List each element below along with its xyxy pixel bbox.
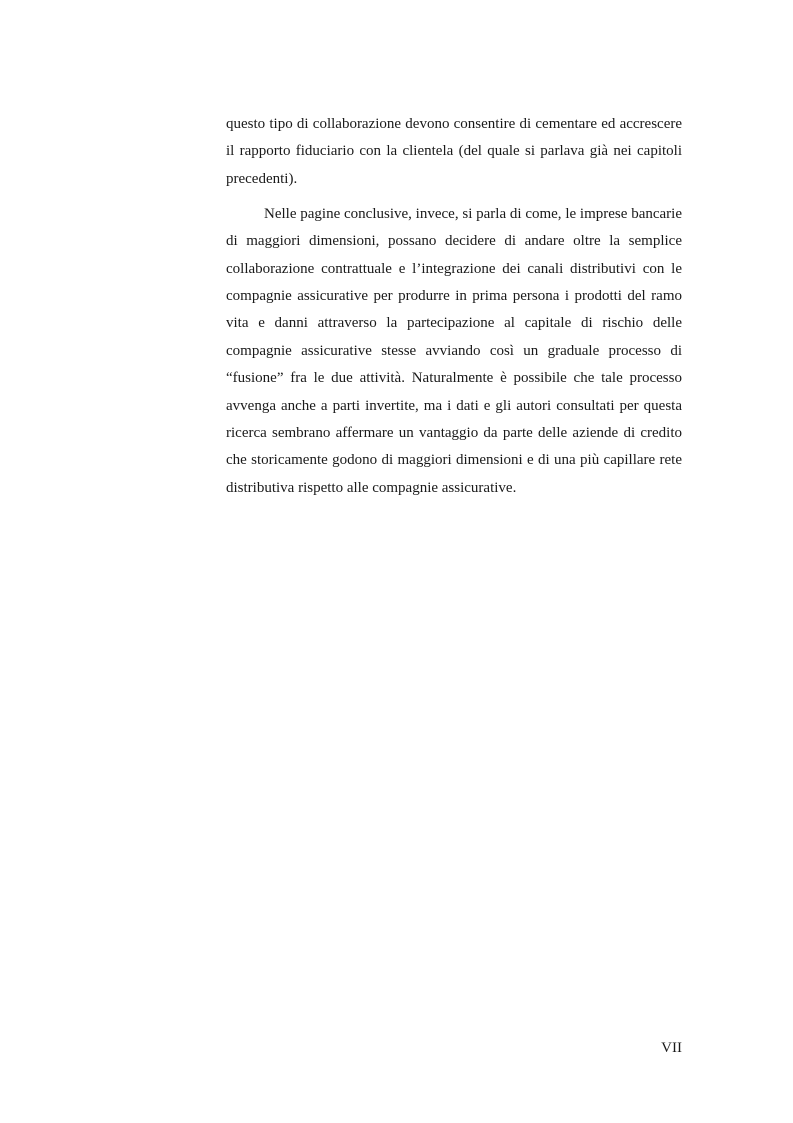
page-number: VII [661, 1040, 682, 1056]
paragraph-continuation: questo tipo di collaborazione devono consentire di cementare ed accrescere il rapporto fiduciario con la clientela (del quale si parlava già nei capitoli precedenti). [226, 116, 682, 187]
body-text [226, 111, 682, 502]
paragraph-conclusions: Nelle pagine conclusive, invece, si parla di come, le imprese bancarie di maggiori dimensioni, possano decidere di andare oltre la semplice collaborazione contrattuale e l’integrazione dei canali distributivi con le compagnie assicurative per produrre in prima persona i prodotti del ramo vita e danni attraverso la partecipazione al capitale di rischio delle compagnie assicurative stesse avviando così un graduale processo di “fusione” fra le due attività. Naturalmente è possibile che tale processo avvenga anche a parti invertite, ma i dati e gli autori consultati per questa ricerca sembrano affermare un vantaggio da parte delle aziende di credito che storicamente godono di maggiori dimensioni e di una più capillare rete distributiva rispetto alle compagnie assicurative. [226, 205, 682, 496]
